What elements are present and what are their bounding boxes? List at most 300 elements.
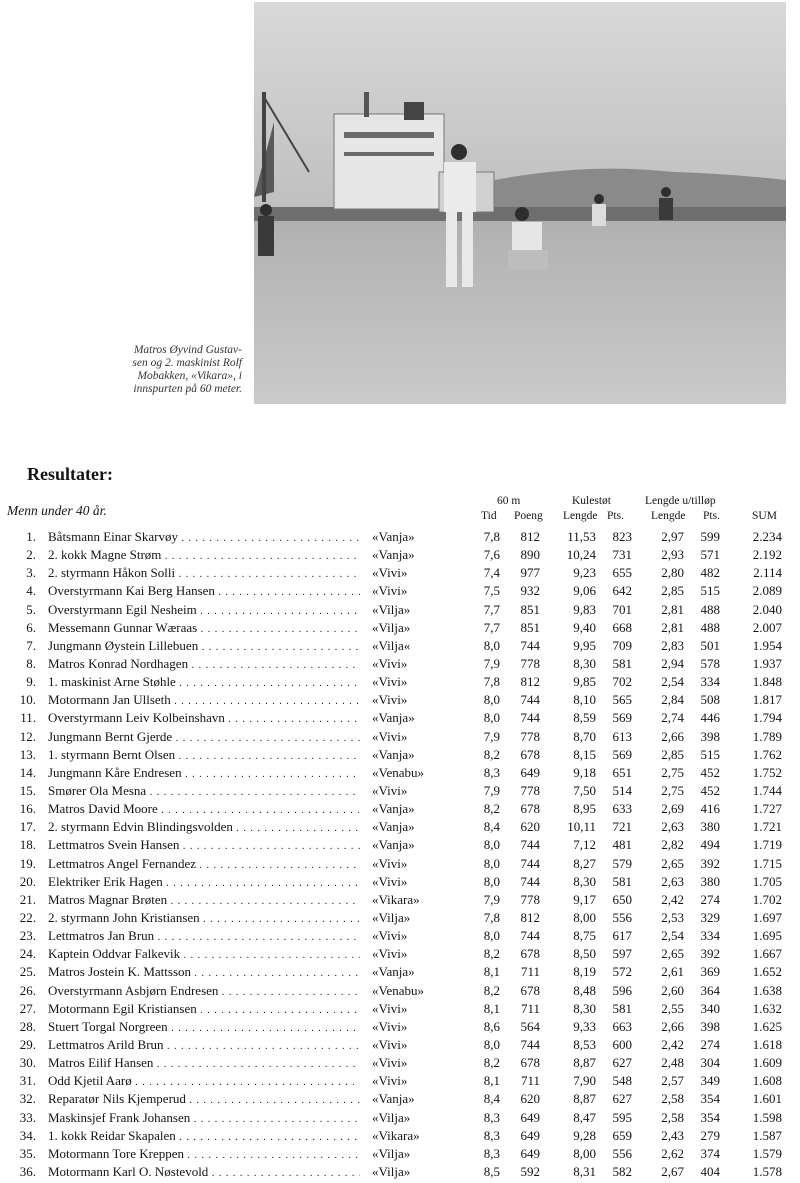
cell-ship: «Vanja» [372,746,415,762]
cell-ship: «Vivi» [372,1036,408,1052]
cell-name: Odd Kjetil Aarø . . . [48,1072,360,1092]
cell-jump-lengde: 2,93 [661,547,684,563]
cell-shot-pts: 663 [612,1018,632,1034]
table-row [0,818,800,836]
cell-jump-pts: 398 [700,1018,720,1034]
cell-ship: «Vivi» [372,583,408,599]
cell-name: 1. kokk Reidar Skapalen . . . [48,1127,360,1147]
cell-ship: «Vanja» [372,1091,415,1107]
cell-rank: 27. [19,1000,36,1016]
cell-sprint-poeng: 812 [520,674,540,690]
cell-sprint-tid: 8,0 [483,637,500,653]
table-row [0,655,800,673]
cell-shot-pts: 581 [612,655,632,671]
cell-sprint-poeng: 778 [520,891,540,907]
cell-ship: «Vikara» [372,1127,420,1143]
table-row [0,963,800,981]
cell-sprint-tid: 8,0 [483,855,500,871]
header-sprint-poeng: Poeng [514,510,543,522]
cell-shot-pts: 731 [612,547,632,563]
cell-sprint-tid: 8,0 [483,692,500,708]
cell-ship: «Venabu» [372,982,424,998]
cell-sprint-tid: 8,0 [483,1036,500,1052]
cell-shot-pts: 556 [612,1145,632,1161]
cell-sprint-poeng: 649 [520,764,540,780]
cell-shot-pts: 701 [612,601,632,617]
cell-rank: 16. [19,801,36,817]
cell-jump-lengde: 2,75 [661,764,684,780]
cell-jump-lengde: 2,66 [661,728,684,744]
cell-rank: 13. [19,746,36,762]
table-row [0,1163,800,1181]
cell-sum: 1.702 [752,891,782,907]
cell-sum: 1.817 [752,692,782,708]
cell-sum: 1.705 [752,873,782,889]
table-row [0,1145,800,1163]
cell-ship: «Vanja» [372,547,415,563]
cell-sum: 2.007 [752,619,782,635]
cell-name: Smører Ola Mesna . . . [48,782,360,802]
cell-jump-pts: 446 [700,710,720,726]
caption-line: innspurten på 60 meter. [133,383,242,395]
cell-sum: 1.719 [752,837,782,853]
cell-shot-lengde: 8,59 [573,710,596,726]
cell-jump-lengde: 2,42 [661,891,684,907]
cell-sum: 2.114 [753,565,782,581]
cell-shot-pts: 581 [612,873,632,889]
cell-ship: «Vivi» [372,1018,408,1034]
cell-name: Jungmann Bernt Gjerde . . . [48,728,360,748]
cell-name: Kaptein Oddvar Falkevik . . . [48,945,360,965]
cell-shot-pts: 613 [612,728,632,744]
cell-name: Reparatør Nils Kjemperud . . . [48,1090,360,1110]
cell-sprint-poeng: 744 [520,710,540,726]
results-heading: Resultater: [27,464,113,484]
table-row [0,1054,800,1072]
cell-sprint-tid: 7,8 [483,674,500,690]
table-row [0,1018,800,1036]
cell-jump-lengde: 2,54 [661,674,684,690]
cell-name: Motormann Jan Ullseth . . . [48,691,360,711]
cell-name: Motormann Egil Kristiansen . . . [48,1000,360,1020]
cell-rank: 22. [19,909,36,925]
cell-jump-pts: 392 [700,855,720,871]
cell-name: Matros Konrad Nordhagen . . . [48,655,360,675]
cell-sprint-tid: 8,2 [483,946,500,962]
cell-shot-pts: 481 [612,837,632,853]
cell-jump-lengde: 2,85 [661,583,684,599]
cell-shot-pts: 627 [612,1091,632,1107]
cell-sum: 1.579 [752,1145,782,1161]
cell-ship: «Vilja» [372,601,411,617]
cell-sprint-tid: 7,6 [483,547,500,563]
cell-shot-lengde: 10,24 [566,547,596,563]
cell-sprint-tid: 8,4 [483,1091,500,1107]
cell-ship: «Venabu» [372,764,424,780]
cell-sprint-tid: 8,0 [483,837,500,853]
cell-rank: 30. [19,1055,36,1071]
cell-jump-pts: 578 [700,655,720,671]
cell-rank: 6. [26,619,36,635]
header-shot-group: Kulestøt [572,495,611,507]
cell-sum: 1.762 [752,746,782,762]
cell-jump-lengde: 2,48 [661,1055,684,1071]
cell-shot-lengde: 8,19 [573,964,596,980]
table-row [0,1036,800,1054]
cell-jump-pts: 380 [700,873,720,889]
cell-rank: 36. [19,1163,36,1179]
cell-jump-lengde: 2,54 [661,928,684,944]
cell-sprint-tid: 7,9 [483,891,500,907]
table-row [0,528,800,546]
cell-sprint-poeng: 649 [520,1145,540,1161]
cell-name: Stuert Torgal Norgreen . . . [48,1018,360,1038]
cell-sum: 1.744 [752,782,782,798]
table-row [0,601,800,619]
table-row [0,546,800,564]
cell-jump-pts: 515 [700,746,720,762]
cell-sprint-tid: 7,9 [483,782,500,798]
cell-shot-pts: 650 [612,891,632,907]
cell-sprint-tid: 7,4 [483,565,500,581]
cell-sprint-tid: 7,9 [483,655,500,671]
cell-sum: 1.578 [752,1163,782,1179]
cell-name: 2. styrmann John Kristiansen . . . [48,909,360,929]
cell-name: Overstyrmann Leiv Kolbeinshavn . . . [48,709,360,729]
cell-shot-lengde: 8,50 [573,946,596,962]
cell-shot-lengde: 9,17 [573,891,596,907]
cell-jump-lengde: 2,65 [661,946,684,962]
cell-name: Overstyrmann Asbjørn Endresen . . . [48,982,360,1002]
cell-shot-lengde: 9,06 [573,583,596,599]
cell-sprint-poeng: 778 [520,782,540,798]
cell-name: Motormann Karl O. Nøstevold . . . [48,1163,360,1183]
cell-name: Elektriker Erik Hagen . . . [48,873,360,893]
cell-rank: 33. [19,1109,36,1125]
cell-jump-lengde: 2,42 [661,1036,684,1052]
cell-shot-lengde: 8,15 [573,746,596,762]
cell-sprint-poeng: 778 [520,655,540,671]
cell-sprint-tid: 8,1 [483,1000,500,1016]
cell-sum: 1.697 [752,909,782,925]
table-row [0,728,800,746]
cell-ship: «Vivi» [372,1073,408,1089]
cell-shot-lengde: 7,90 [573,1073,596,1089]
table-row [0,673,800,691]
cell-rank: 29. [19,1036,36,1052]
cell-sprint-tid: 8,3 [483,1127,500,1143]
cell-rank: 32. [19,1091,36,1107]
cell-shot-pts: 627 [612,1055,632,1071]
cell-jump-lengde: 2,97 [661,529,684,544]
cell-shot-pts: 651 [612,764,632,780]
cell-sprint-tid: 7,8 [483,909,500,925]
cell-ship: «Vilja» [372,1145,411,1161]
cell-ship: «Vivi» [372,928,408,944]
caption-line: Matros Øyvind Gustav- [133,344,242,356]
table-row [0,855,800,873]
cell-shot-lengde: 8,30 [573,1000,596,1016]
cell-name: Lettmatros Svein Hansen . . . [48,836,360,856]
cell-shot-lengde: 8,31 [573,1163,596,1179]
cell-ship: «Vanja» [372,801,415,817]
cell-rank: 15. [19,782,36,798]
cell-jump-pts: 329 [700,909,720,925]
table-row [0,691,800,709]
cell-rank: 3. [26,565,36,581]
cell-rank: 23. [19,928,36,944]
cell-jump-lengde: 2,74 [661,710,684,726]
cell-sprint-tid: 8,2 [483,982,500,998]
cell-name: Båtsmann Einar Skarvøy . . . [48,528,360,548]
cell-ship: «Vivi» [372,873,408,889]
cell-rank: 12. [19,728,36,744]
cell-sum: 1.625 [752,1018,782,1034]
cell-sprint-poeng: 778 [520,728,540,744]
cell-shot-lengde: 8,30 [573,873,596,889]
cell-name: Motormann Tore Kreppen . . . [48,1145,360,1165]
cell-sum: 1.954 [752,637,782,653]
table-row [0,1072,800,1090]
cell-shot-pts: 600 [612,1036,632,1052]
cell-shot-pts: 581 [612,1000,632,1016]
cell-sprint-poeng: 620 [520,1091,540,1107]
cell-jump-lengde: 2,55 [661,1000,684,1016]
cell-shot-lengde: 9,28 [573,1127,596,1143]
cell-jump-lengde: 2,58 [661,1091,684,1107]
cell-shot-lengde: 7,12 [573,837,596,853]
cell-jump-pts: 599 [700,529,720,544]
cell-sum: 2.089 [752,583,782,599]
cell-shot-pts: 642 [612,583,632,599]
cell-name: 1. styrmann Bernt Olsen . . . [48,746,360,766]
table-row [0,1127,800,1145]
table-row [0,836,800,854]
table-row [0,709,800,727]
cell-rank: 11. [20,710,36,726]
cell-name: 2. kokk Magne Strøm . . . [48,546,360,566]
cell-jump-lengde: 2,66 [661,1018,684,1034]
cell-sum: 1.618 [752,1036,782,1052]
cell-shot-lengde: 9,33 [573,1018,596,1034]
cell-jump-lengde: 2,43 [661,1127,684,1143]
cell-sprint-tid: 8,3 [483,1109,500,1125]
cell-sprint-poeng: 932 [520,583,540,599]
cell-ship: «Vilja» [372,1163,411,1179]
cell-sum: 1.609 [752,1055,782,1071]
cell-jump-lengde: 2,62 [661,1145,684,1161]
cell-sprint-tid: 8,3 [483,1145,500,1161]
cell-jump-lengde: 2,81 [661,619,684,635]
cell-sprint-tid: 7,8 [483,529,500,544]
cell-sum: 1.638 [752,982,782,998]
cell-rank: 8. [26,655,36,671]
cell-shot-lengde: 11,53 [567,529,596,544]
cell-rank: 4. [26,583,36,599]
cell-jump-lengde: 2,80 [661,565,684,581]
cell-rank: 20. [19,873,36,889]
cell-sprint-poeng: 851 [520,619,540,635]
cell-shot-pts: 633 [612,801,632,817]
cell-sum: 1.695 [752,928,782,944]
cell-name: Lettmatros Jan Brun . . . [48,927,360,947]
cell-rank: 19. [19,855,36,871]
table-row [0,1000,800,1018]
caption-line: sen og 2. maskinist Rolf [132,357,242,369]
cell-ship: «Vivi» [372,1055,408,1071]
cell-jump-pts: 279 [700,1127,720,1143]
cell-jump-pts: 508 [700,692,720,708]
cell-ship: «Vivi» [372,674,408,690]
cell-jump-pts: 404 [700,1163,720,1179]
cell-name: Matros Magnar Brøten . . . [48,891,360,911]
cell-jump-pts: 452 [700,782,720,798]
cell-sprint-poeng: 812 [520,909,540,925]
cell-shot-lengde: 8,10 [573,692,596,708]
cell-jump-pts: 515 [700,583,720,599]
cell-name: Jungmann Kåre Endresen . . . [48,764,360,784]
cell-shot-lengde: 8,00 [573,909,596,925]
cell-jump-pts: 354 [700,1109,720,1125]
cell-sprint-tid: 8,4 [483,819,500,835]
cell-shot-pts: 596 [612,982,632,998]
cell-shot-pts: 617 [612,928,632,944]
cell-rank: 9. [26,674,36,690]
table-row [0,782,800,800]
cell-ship: «Vilja« [372,637,411,653]
cell-sum: 2.234 [752,529,782,544]
cell-jump-pts: 349 [700,1073,720,1089]
cell-sprint-poeng: 744 [520,928,540,944]
cell-jump-pts: 482 [700,565,720,581]
cell-jump-pts: 334 [700,674,720,690]
cell-name: Matros David Moore . . . [48,800,360,820]
table-row [0,891,800,909]
cell-sprint-tid: 8,0 [483,710,500,726]
cell-shot-lengde: 8,30 [573,655,596,671]
cell-jump-lengde: 2,57 [661,1073,684,1089]
table-row [0,1109,800,1127]
cell-shot-pts: 702 [612,674,632,690]
photo-caption [70,344,242,396]
cell-sprint-poeng: 678 [520,746,540,762]
cell-sum: 1.727 [752,801,782,817]
cell-ship: «Vivi» [372,1000,408,1016]
header-jump-group: Lengde u/tilløp [645,495,716,507]
cell-sprint-tid: 7,7 [483,601,500,617]
cell-shot-pts: 659 [612,1127,632,1143]
cell-sum: 1.721 [752,819,782,835]
cell-sprint-tid: 8,0 [483,928,500,944]
cell-ship: «Vivi» [372,565,408,581]
cell-name: Lettmatros Arild Brun . . . [48,1036,360,1056]
cell-name: Jungmann Øystein Lillebuen . . . [48,637,360,657]
cell-name: 2. styrmann Håkon Solli . . . [48,564,360,584]
cell-sum: 1.752 [752,764,782,780]
cell-rank: 2. [26,547,36,563]
cell-shot-pts: 668 [612,619,632,635]
cell-jump-lengde: 2,83 [661,637,684,653]
cell-sprint-poeng: 744 [520,873,540,889]
cell-sum: 1.601 [752,1091,782,1107]
cell-sprint-poeng: 744 [520,692,540,708]
table-row [0,564,800,582]
table-row [0,764,800,782]
cell-shot-lengde: 8,95 [573,801,596,817]
cell-rank: 24. [19,946,36,962]
cell-sprint-poeng: 649 [520,1109,540,1125]
cell-sprint-poeng: 592 [520,1163,540,1179]
cell-jump-lengde: 2,58 [661,1109,684,1125]
cell-sum: 2.040 [752,601,782,617]
cell-rank: 34. [19,1127,36,1143]
cell-jump-pts: 501 [700,637,720,653]
cell-jump-lengde: 2,82 [661,837,684,853]
cell-shot-pts: 556 [612,909,632,925]
table-row [0,582,800,600]
cell-shot-lengde: 9,40 [573,619,596,635]
table-row [0,637,800,655]
cell-ship: «Vilja» [372,619,411,635]
cell-shot-pts: 597 [612,946,632,962]
cell-sum: 1.587 [752,1127,782,1143]
cell-shot-pts: 569 [612,746,632,762]
cell-jump-pts: 334 [700,928,720,944]
cell-shot-pts: 548 [612,1073,632,1089]
cell-sprint-tid: 7,7 [483,619,500,635]
cell-jump-lengde: 2,61 [661,964,684,980]
header-jump-pts: Pts. [703,510,720,522]
cell-sprint-tid: 8,3 [483,764,500,780]
cell-jump-lengde: 2,94 [661,655,684,671]
cell-sprint-poeng: 812 [520,529,540,544]
cell-jump-lengde: 2,60 [661,982,684,998]
cell-sprint-tid: 8,0 [483,873,500,889]
cell-shot-pts: 721 [612,819,632,835]
cell-jump-lengde: 2,81 [661,601,684,617]
cell-sprint-poeng: 649 [520,1127,540,1143]
cell-sprint-poeng: 678 [520,982,540,998]
cell-jump-pts: 571 [700,547,720,563]
cell-ship: «Vivi» [372,655,408,671]
cell-rank: 10. [19,692,36,708]
cell-sprint-poeng: 890 [520,547,540,563]
cell-rank: 7. [26,637,36,653]
cell-jump-pts: 494 [700,837,720,853]
table-row [0,746,800,764]
cell-sprint-tid: 7,5 [483,583,500,599]
cell-sprint-poeng: 711 [520,1000,540,1016]
cell-sprint-tid: 8,5 [483,1163,500,1179]
cell-jump-pts: 354 [700,1091,720,1107]
cell-name: Messemann Gunnar Wæraas . . . [48,619,360,639]
cell-shot-lengde: 8,53 [573,1036,596,1052]
cell-name: Matros Jostein K. Mattsson . . . [48,963,360,983]
cell-sprint-poeng: 744 [520,637,540,653]
cell-shot-pts: 655 [612,565,632,581]
cell-name: 1. maskinist Arne Støhle . . . [48,673,360,693]
table-row [0,1090,800,1108]
cell-jump-lengde: 2,84 [661,692,684,708]
results-subheading: Menn under 40 år. [7,503,107,518]
cell-shot-pts: 579 [612,855,632,871]
cell-jump-pts: 304 [700,1055,720,1071]
cell-sprint-poeng: 564 [520,1018,540,1034]
photo-illustration [254,2,786,404]
cell-sprint-poeng: 620 [520,819,540,835]
cell-sum: 1.667 [752,946,782,962]
cell-sum: 1.848 [752,674,782,690]
